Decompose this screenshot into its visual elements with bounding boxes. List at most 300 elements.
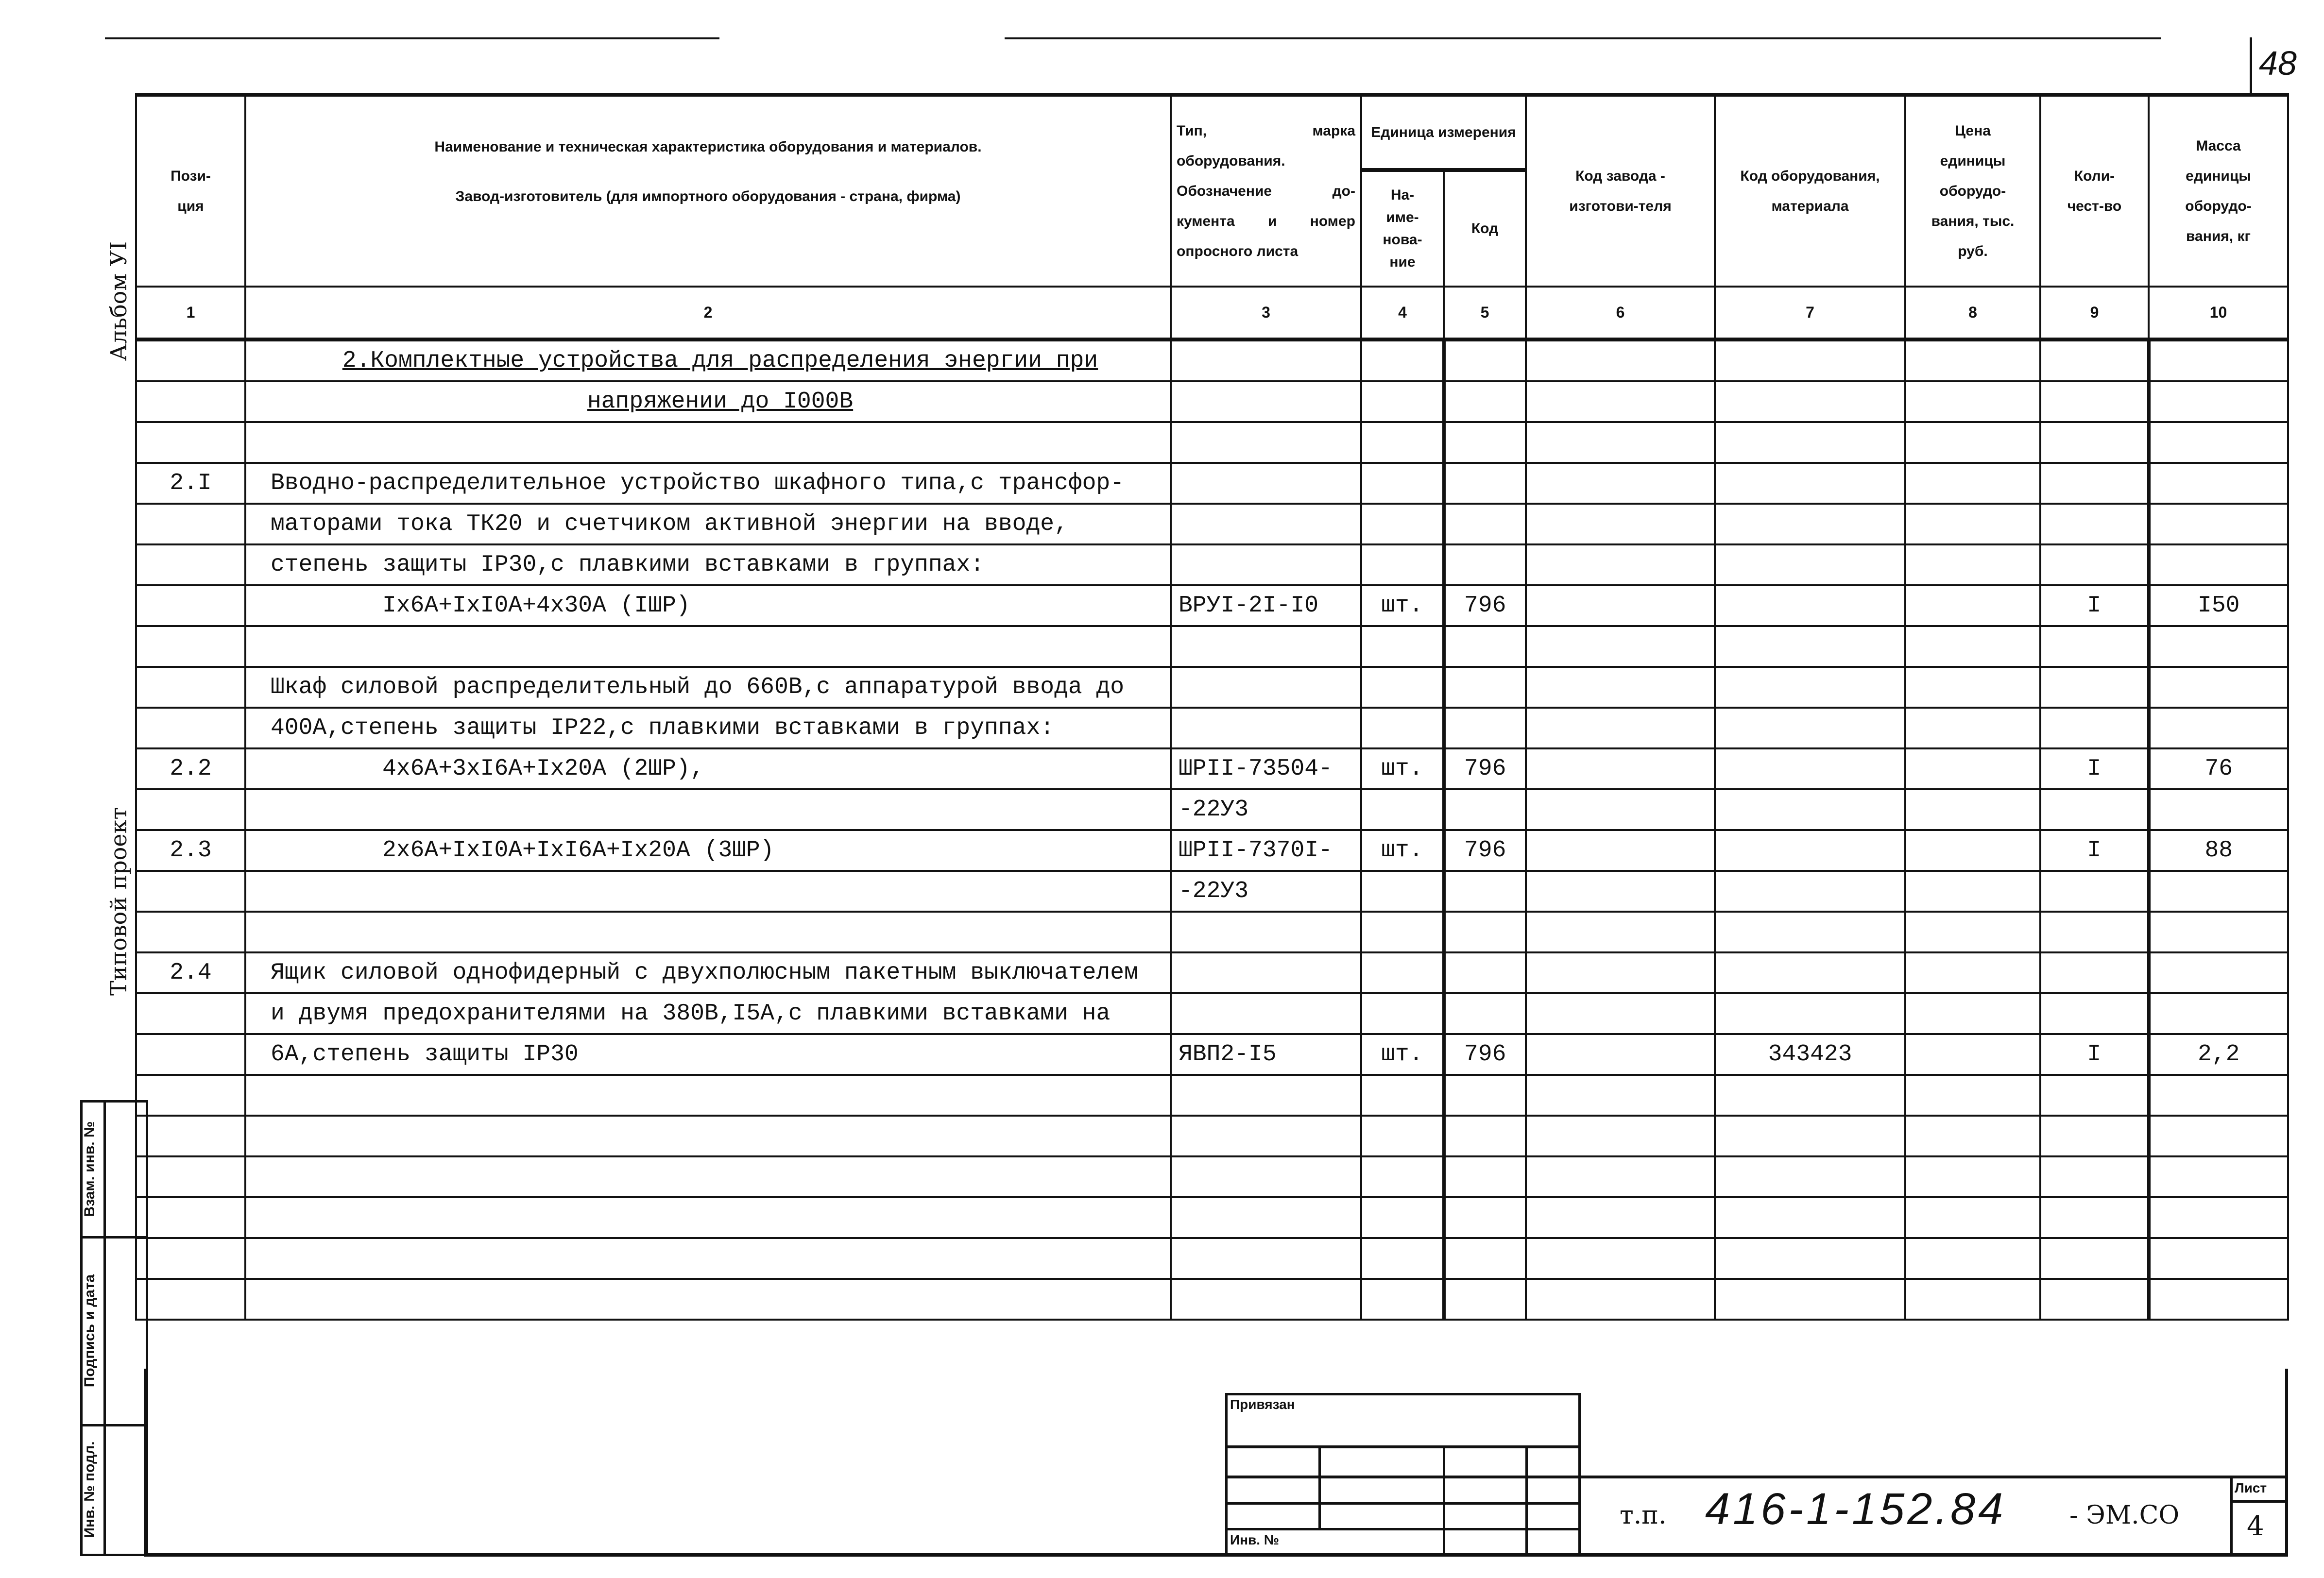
cell-unit-name — [1361, 993, 1444, 1034]
cell-position — [136, 585, 245, 626]
cell-quantity — [2040, 667, 2149, 708]
cell-name — [245, 626, 1171, 667]
cell-price — [1905, 708, 2040, 748]
cell-type-mark — [1171, 339, 1361, 381]
cell-mass — [2149, 667, 2288, 708]
cell-mass — [2149, 422, 2288, 463]
cell-name: 6А,степень защиты IP30 — [245, 1034, 1171, 1075]
cell-unit-code — [1444, 339, 1526, 381]
cell-unit-name — [1361, 667, 1444, 708]
cell-price — [1905, 993, 2040, 1034]
cell-factory-code — [1526, 339, 1715, 381]
cell-unit-code — [1444, 626, 1526, 667]
cell-type-mark: ВРУI-2I-I0 — [1171, 585, 1361, 626]
cell-name: и двумя предохранителями на 380В,I5А,с плавкими вставками на — [245, 993, 1171, 1034]
cell-unit-code — [1444, 544, 1526, 585]
cell-position — [136, 708, 245, 748]
cell-name — [245, 912, 1171, 952]
cell-quantity: I — [2040, 748, 2149, 789]
cell-position — [136, 339, 245, 381]
cell-type-mark — [1171, 1075, 1361, 1116]
cell-unit-code — [1444, 1075, 1526, 1116]
cell-name — [245, 422, 1171, 463]
cell-type-mark — [1171, 626, 1361, 667]
cell-mass — [2149, 626, 2288, 667]
cell-quantity — [2040, 504, 2149, 544]
table-row — [136, 626, 2288, 667]
cell-position — [136, 1116, 245, 1156]
cell-factory-code — [1526, 585, 1715, 626]
cell-position — [136, 1197, 245, 1238]
doc-prefix: т.п. — [1620, 1501, 1667, 1530]
cell-type-mark — [1171, 993, 1361, 1034]
corner-sheet-number: 48 — [2259, 44, 2297, 82]
cell-mass — [2149, 708, 2288, 748]
table-row — [136, 463, 2288, 504]
table-row — [136, 708, 2288, 748]
cell-equipment-code — [1715, 748, 1905, 789]
corner-divider — [2250, 37, 2252, 93]
cell-equipment-code — [1715, 504, 1905, 544]
project-label: Типовой проект — [105, 807, 132, 996]
table-row — [136, 952, 2288, 993]
column-number: 1 — [136, 287, 245, 339]
stamp-label-signature-date: Подпись и дата — [82, 1274, 98, 1388]
cell-unit-code — [1444, 1116, 1526, 1156]
doc-suffix: - ЭМ.СО — [2069, 1501, 2180, 1530]
cell-position: 2.3 — [136, 830, 245, 871]
cell-price — [1905, 585, 2040, 626]
cell-factory-code — [1526, 381, 1715, 422]
table-row — [136, 544, 2288, 585]
cell-unit-name — [1361, 1197, 1444, 1238]
cell-quantity — [2040, 544, 2149, 585]
cell-unit-name — [1361, 1075, 1444, 1116]
cell-mass: 2,2 — [2149, 1034, 2288, 1075]
cell-position — [136, 422, 245, 463]
cell-position — [136, 381, 245, 422]
cell-mass — [2149, 952, 2288, 993]
cell-type-mark — [1171, 708, 1361, 748]
cell-position — [136, 912, 245, 952]
cell-quantity — [2040, 1116, 2149, 1156]
column-number-row — [136, 287, 2288, 339]
cell-factory-code — [1526, 912, 1715, 952]
cell-price — [1905, 912, 2040, 952]
table-row — [136, 1238, 2288, 1279]
cell-unit-name — [1361, 789, 1444, 830]
cell-factory-code — [1526, 504, 1715, 544]
cell-unit-name — [1361, 381, 1444, 422]
cell-price — [1905, 339, 2040, 381]
header-position: Пози- ция — [136, 95, 245, 287]
cell-price — [1905, 748, 2040, 789]
sheet-box-divider — [2230, 1476, 2233, 1556]
album-label: Альбом УI — [105, 241, 132, 361]
cell-equipment-code — [1715, 993, 1905, 1034]
cell-name — [245, 1238, 1171, 1279]
cell-unit-name: шт. — [1361, 830, 1444, 871]
table-row — [136, 830, 2288, 871]
table-row — [136, 422, 2288, 463]
header-name — [245, 95, 1171, 287]
cell-mass: I50 — [2149, 585, 2288, 626]
cell-mass — [2149, 871, 2288, 912]
cell-factory-code — [1526, 748, 1715, 789]
cell-equipment-code — [1715, 667, 1905, 708]
cell-mass — [2149, 544, 2288, 585]
cell-factory-code — [1526, 708, 1715, 748]
cell-name — [245, 1279, 1171, 1320]
table-row — [136, 1197, 2288, 1238]
cell-factory-code — [1526, 1197, 1715, 1238]
cell-mass — [2149, 1279, 2288, 1320]
cell-price — [1905, 871, 2040, 912]
cell-position — [136, 544, 245, 585]
cell-position — [136, 626, 245, 667]
cell-quantity — [2040, 993, 2149, 1034]
header-unit-name: На-име-нова-ние — [1361, 170, 1444, 287]
cell-factory-code — [1526, 1034, 1715, 1075]
frame-right — [2285, 1369, 2288, 1556]
cell-mass — [2149, 1238, 2288, 1279]
cell-mass — [2149, 504, 2288, 544]
cell-equipment-code — [1715, 789, 1905, 830]
cell-equipment-code — [1715, 1116, 1905, 1156]
header-price: Цена единицы оборудо-вания, тыс. руб. — [1905, 95, 2040, 287]
cell-type-mark — [1171, 422, 1361, 463]
table-row — [136, 381, 2288, 422]
cell-type-mark — [1171, 952, 1361, 993]
cell-equipment-code — [1715, 1238, 1905, 1279]
cell-equipment-code — [1715, 1075, 1905, 1116]
grid-line — [1225, 1476, 2288, 1478]
cell-equipment-code — [1715, 422, 1905, 463]
cell-quantity — [2040, 708, 2149, 748]
cell-unit-code — [1444, 952, 1526, 993]
column-number: 3 — [1171, 287, 1361, 339]
cell-quantity — [2040, 463, 2149, 504]
cell-unit-name: шт. — [1361, 748, 1444, 789]
cell-factory-code — [1526, 1156, 1715, 1197]
cell-factory-code — [1526, 1238, 1715, 1279]
cell-quantity: I — [2040, 830, 2149, 871]
grid-line — [1443, 1445, 1445, 1556]
column-number: 10 — [2149, 287, 2288, 339]
stamp-label-original-inv: Инв. № подл. — [82, 1441, 98, 1538]
cell-quantity — [2040, 626, 2149, 667]
stamp-divider — [103, 1100, 106, 1556]
sheet-label: Лист — [2235, 1480, 2267, 1495]
cell-name — [245, 1156, 1171, 1197]
cell-unit-code: 796 — [1444, 1034, 1526, 1075]
cell-mass: 88 — [2149, 830, 2288, 871]
cell-type-mark — [1171, 1116, 1361, 1156]
doc-number: 416-1-152.84 — [1705, 1484, 2006, 1534]
cell-quantity: I — [2040, 585, 2149, 626]
cell-price — [1905, 1116, 2040, 1156]
cell-type-mark — [1171, 544, 1361, 585]
cell-name — [245, 1116, 1171, 1156]
cell-mass — [2149, 381, 2288, 422]
column-number: 7 — [1715, 287, 1905, 339]
cell-quantity — [2040, 422, 2149, 463]
cell-unit-code: 796 — [1444, 830, 1526, 871]
header-equipment-code: Код оборудования, материала — [1715, 95, 1905, 287]
cell-price — [1905, 422, 2040, 463]
cell-position — [136, 504, 245, 544]
table-row — [136, 504, 2288, 544]
cell-unit-code — [1444, 422, 1526, 463]
cell-factory-code — [1526, 1116, 1715, 1156]
column-number: 5 — [1444, 287, 1526, 339]
cell-unit-code — [1444, 1156, 1526, 1197]
cell-equipment-code — [1715, 463, 1905, 504]
table-row — [136, 993, 2288, 1034]
cell-unit-name — [1361, 422, 1444, 463]
grid-line — [1318, 1445, 1321, 1528]
header-mass: Масса единицы оборудо-вания, кг — [2149, 95, 2288, 287]
header-quantity: Коли-чест-во — [2040, 95, 2149, 287]
cell-unit-code: 796 — [1444, 748, 1526, 789]
cell-mass — [2149, 1197, 2288, 1238]
header-factory-code: Код завода - изготови-теля — [1526, 95, 1715, 287]
cell-equipment-code — [1715, 1279, 1905, 1320]
cell-quantity — [2040, 952, 2149, 993]
cell-unit-code — [1444, 1279, 1526, 1320]
cell-name: степень защиты IP30,с плавкими вставками в группах: — [245, 544, 1171, 585]
cell-position — [136, 993, 245, 1034]
table-row — [136, 1156, 2288, 1197]
cell-equipment-code — [1715, 830, 1905, 871]
cell-position — [136, 1279, 245, 1320]
cell-position: 2.4 — [136, 952, 245, 993]
table-row — [136, 1279, 2288, 1320]
cell-quantity — [2040, 871, 2149, 912]
cell-factory-code — [1526, 667, 1715, 708]
cell-type-mark — [1171, 912, 1361, 952]
cell-type-mark — [1171, 1279, 1361, 1320]
cell-equipment-code — [1715, 952, 1905, 993]
stamp-label-replaced-inv: Взам. инв. № — [82, 1121, 98, 1217]
cell-position — [136, 1238, 245, 1279]
cell-equipment-code — [1715, 626, 1905, 667]
cell-name: 400А,степень защиты IP22,с плавкими вставками в группах: — [245, 708, 1171, 748]
cell-position: 2.I — [136, 463, 245, 504]
cell-equipment-code: 343423 — [1715, 1034, 1905, 1075]
table-row — [136, 871, 2288, 912]
cell-factory-code — [1526, 830, 1715, 871]
header-name-line2: Завод-изготовитель (для импортного оборудования - страна, фирма) — [455, 188, 961, 204]
cell-mass — [2149, 1116, 2288, 1156]
cell-unit-name — [1361, 339, 1444, 381]
cell-position — [136, 1034, 245, 1075]
cell-quantity — [2040, 1238, 2149, 1279]
cell-type-mark: ШРII-7370I- — [1171, 830, 1361, 871]
cell-factory-code — [1526, 993, 1715, 1034]
cell-factory-code — [1526, 871, 1715, 912]
cell-factory-code — [1526, 1279, 1715, 1320]
cell-unit-name — [1361, 1116, 1444, 1156]
cell-price — [1905, 1197, 2040, 1238]
cell-unit-code — [1444, 789, 1526, 830]
cell-unit-code — [1444, 667, 1526, 708]
cell-factory-code — [1526, 952, 1715, 993]
cell-price — [1905, 952, 2040, 993]
cell-factory-code — [1526, 422, 1715, 463]
cell-unit-name: шт. — [1361, 585, 1444, 626]
cell-unit-name — [1361, 871, 1444, 912]
cell-equipment-code — [1715, 585, 1905, 626]
cell-name: 2.Комплектные устройства для распределения энергии при — [245, 339, 1171, 381]
cell-name: Вводно-распределительное устройство шкафного типа,с трансфор- — [245, 463, 1171, 504]
cell-mass: 76 — [2149, 748, 2288, 789]
cell-quantity — [2040, 1075, 2149, 1116]
cell-equipment-code — [1715, 912, 1905, 952]
frame-bottom — [144, 1553, 2288, 1557]
cell-unit-name — [1361, 708, 1444, 748]
cell-unit-name — [1361, 544, 1444, 585]
table-row — [136, 667, 2288, 708]
bound-label: Привязан — [1230, 1397, 1295, 1412]
cell-name: маторами тока ТК20 и счетчиком активной энергии на вводе, — [245, 504, 1171, 544]
cell-factory-code — [1526, 463, 1715, 504]
cell-equipment-code — [1715, 708, 1905, 748]
cell-unit-code — [1444, 381, 1526, 422]
cell-mass — [2149, 463, 2288, 504]
cell-price — [1905, 667, 2040, 708]
cell-factory-code — [1526, 626, 1715, 667]
table-row — [136, 1034, 2288, 1075]
cell-mass — [2149, 993, 2288, 1034]
table-row — [136, 339, 2288, 381]
cell-quantity — [2040, 339, 2149, 381]
cell-unit-code — [1444, 912, 1526, 952]
cell-quantity — [2040, 381, 2149, 422]
cell-unit-name — [1361, 626, 1444, 667]
column-number: 8 — [1905, 287, 2040, 339]
grid-line — [1525, 1445, 1528, 1556]
column-number: 4 — [1361, 287, 1444, 339]
sheet-box-divider — [2230, 1500, 2288, 1503]
cell-name: Ящик силовой однофидерный с двухполюсным пакетным выключателем — [245, 952, 1171, 993]
cell-unit-code — [1444, 993, 1526, 1034]
cell-name — [245, 871, 1171, 912]
cell-unit-name: шт. — [1361, 1034, 1444, 1075]
cell-unit-code — [1444, 708, 1526, 748]
cell-name — [245, 1197, 1171, 1238]
cell-factory-code — [1526, 544, 1715, 585]
header-unit-code: Код — [1444, 170, 1526, 287]
cell-price — [1905, 504, 2040, 544]
table-row — [136, 789, 2288, 830]
cell-type-mark: ШРII-73504- — [1171, 748, 1361, 789]
cell-price — [1905, 381, 2040, 422]
cell-name: Iх6А+IхI0А+4х30А (IШР) — [245, 585, 1171, 626]
cell-position — [136, 789, 245, 830]
sheet-value: 4 — [2247, 1510, 2264, 1542]
cell-unit-name — [1361, 1279, 1444, 1320]
cell-equipment-code — [1715, 871, 1905, 912]
cell-type-mark — [1171, 381, 1361, 422]
cell-factory-code — [1526, 789, 1715, 830]
cell-name — [245, 789, 1171, 830]
cell-unit-name — [1361, 1238, 1444, 1279]
cell-name: Шкаф силовой распределительный до 660В,с аппаратурой ввода до — [245, 667, 1171, 708]
column-number: 9 — [2040, 287, 2149, 339]
top-rule — [1005, 37, 2161, 39]
cell-type-mark — [1171, 1156, 1361, 1197]
cell-price — [1905, 789, 2040, 830]
table-row — [136, 585, 2288, 626]
cell-mass — [2149, 1075, 2288, 1116]
cell-equipment-code — [1715, 544, 1905, 585]
cell-position: 2.2 — [136, 748, 245, 789]
cell-equipment-code — [1715, 339, 1905, 381]
cell-factory-code — [1526, 1075, 1715, 1116]
cell-unit-code — [1444, 1197, 1526, 1238]
cell-unit-name — [1361, 504, 1444, 544]
cell-price — [1905, 830, 2040, 871]
cell-price — [1905, 1075, 2040, 1116]
cell-position — [136, 1156, 245, 1197]
cell-quantity — [2040, 912, 2149, 952]
cell-quantity: I — [2040, 1034, 2149, 1075]
table-row — [136, 912, 2288, 952]
cell-position — [136, 667, 245, 708]
cell-quantity — [2040, 789, 2149, 830]
cell-equipment-code — [1715, 1197, 1905, 1238]
cell-type-mark: -22У3 — [1171, 789, 1361, 830]
cell-type-mark: ЯВП2-I5 — [1171, 1034, 1361, 1075]
cell-type-mark: -22У3 — [1171, 871, 1361, 912]
cell-name: напряжении до I000В — [245, 381, 1171, 422]
cell-price — [1905, 463, 2040, 504]
cell-name — [245, 1075, 1171, 1116]
header-name-line1: Наименование и техническая характеристика оборудования и материалов. — [434, 138, 982, 155]
cell-mass — [2149, 912, 2288, 952]
cell-unit-name — [1361, 1156, 1444, 1197]
cell-unit-code — [1444, 871, 1526, 912]
cell-price — [1905, 1238, 2040, 1279]
cell-unit-code — [1444, 1238, 1526, 1279]
cell-quantity — [2040, 1156, 2149, 1197]
cell-price — [1905, 1156, 2040, 1197]
table-row — [136, 748, 2288, 789]
cell-price — [1905, 544, 2040, 585]
column-number: 2 — [245, 287, 1171, 339]
cell-quantity — [2040, 1197, 2149, 1238]
cell-name: 2х6А+IхI0А+IхI6А+Iх20А (3ШР) — [245, 830, 1171, 871]
cell-unit-name — [1361, 463, 1444, 504]
header-type: Тип, марка оборудования. Обозначение до-кумента и номер опросного листа — [1171, 95, 1361, 287]
column-number: 6 — [1526, 287, 1715, 339]
cell-type-mark — [1171, 504, 1361, 544]
frame-left — [144, 1369, 147, 1556]
cell-price — [1905, 1034, 2040, 1075]
top-rule — [105, 37, 719, 39]
cell-unit-name — [1361, 912, 1444, 952]
table-row — [136, 1116, 2288, 1156]
cell-unit-name — [1361, 952, 1444, 993]
cell-position — [136, 1075, 245, 1116]
cell-price — [1905, 1279, 2040, 1320]
cell-price — [1905, 626, 2040, 667]
header-unit-group: Единица измерения — [1361, 95, 1526, 170]
inv-label: Инв. № — [1230, 1532, 1280, 1547]
cell-unit-code — [1444, 504, 1526, 544]
cell-unit-code — [1444, 463, 1526, 504]
